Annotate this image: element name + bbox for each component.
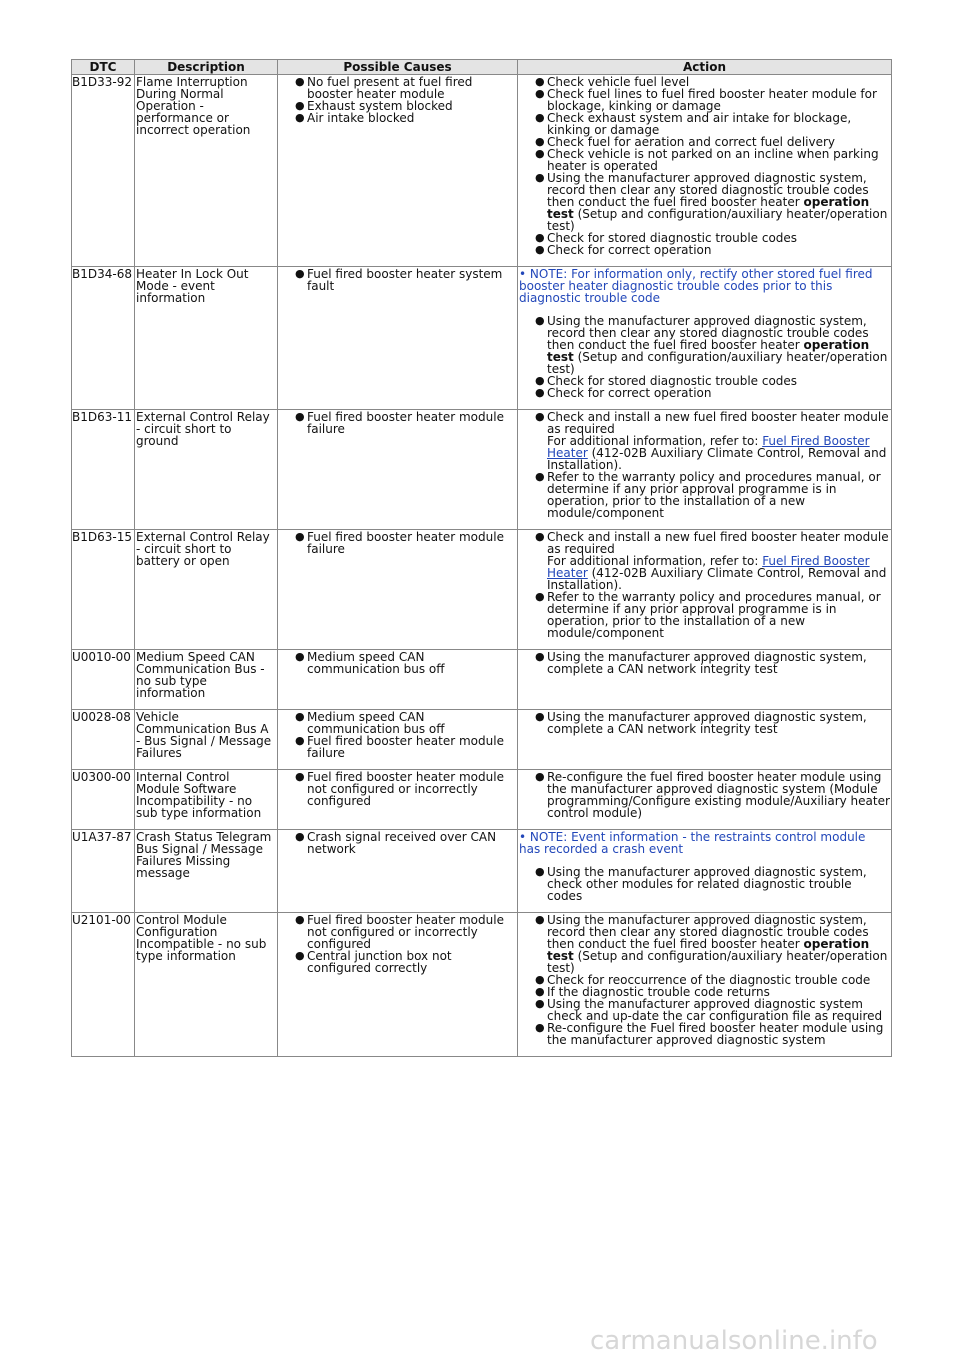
cause-item: ● Medium speed CAN communication bus off — [279, 651, 516, 675]
action-item — [519, 531, 890, 591]
action-text: Check for reoccurrence of the diagnostic trouble code — [547, 973, 871, 987]
dtc-description: Flame Interruption During Normal Operation - performance or incorrect operation — [135, 75, 278, 267]
dtc-description: Control Module Configuration Incompatible - no sub type information — [135, 913, 278, 1057]
causes-list — [279, 268, 516, 292]
action-cell — [518, 75, 892, 267]
table-row — [72, 75, 892, 267]
action-cell — [518, 530, 892, 650]
dtc-code: U2101-00 — [72, 913, 135, 1057]
action-list — [519, 411, 890, 519]
header-dtc: DTC — [72, 60, 135, 75]
action-cell — [518, 710, 892, 770]
dtc-table — [71, 59, 892, 1057]
action-cell — [518, 830, 892, 913]
table-row — [72, 530, 892, 650]
action-text: Check and install a new fuel fired booster heater module as required — [547, 410, 889, 436]
action-text: Check and install a new fuel fired booster heater module as required — [547, 530, 889, 556]
action-item — [519, 711, 890, 735]
action-text: Check fuel lines to fuel fired booster heater module for blockage, kinking or damage — [547, 87, 877, 113]
watermark-text: carmanualsonline.info — [590, 1326, 878, 1356]
action-text: Check exhaust system and air intake for blockage, kinking or damage — [547, 111, 852, 137]
action-cell — [518, 913, 892, 1057]
reference-prefix: For additional information, refer to: — [547, 434, 763, 448]
action-text: Check vehicle fuel level — [547, 75, 690, 89]
action-item — [519, 172, 890, 232]
cause-item: ● Fuel fired booster heater module failure — [279, 531, 516, 555]
action-text: Refer to the warranty policy and procedures manual, or determine if any prior approval programme is in operation, prior to the installation of a new module/component — [547, 470, 881, 520]
dtc-code: B1D63-15 — [72, 530, 135, 650]
header-description: Description — [135, 60, 278, 75]
operation-test-label: operation test — [547, 195, 870, 221]
operation-test-label: operation test — [547, 937, 870, 963]
action-cell — [518, 770, 892, 830]
dtc-code: B1D34-68 — [72, 267, 135, 410]
dtc-description: External Control Relay - circuit short to battery or open — [135, 530, 278, 650]
table-row — [72, 650, 892, 710]
dtc-code: B1D63-11 — [72, 410, 135, 530]
possible-causes-cell — [278, 75, 518, 267]
action-item — [519, 315, 890, 375]
dtc-description: Heater In Lock Out Mode - event information — [135, 267, 278, 410]
action-text: Using the manufacturer approved diagnostic system, record then clear any stored diagnostic trouble codes then conduct the fuel fired booster heater — [547, 913, 869, 951]
table-row — [72, 410, 892, 530]
action-list — [519, 914, 890, 1046]
cause-item: ● Exhaust system blocked — [279, 100, 516, 112]
possible-causes-cell — [278, 267, 518, 410]
dtc-code: U0028-08 — [72, 710, 135, 770]
action-text: Using the manufacturer approved diagnostic system check and up-date the car configuration file as required — [547, 997, 883, 1023]
action-item — [519, 1022, 890, 1046]
action-text: Using the manufacturer approved diagnostic system, record then clear any stored diagnostic trouble codes then conduct the fuel fired booster heater — [547, 171, 869, 209]
reference-suffix: (412-02B Auxiliary Climate Control, Removal and Installation). — [547, 566, 887, 592]
action-item — [519, 148, 890, 172]
action-list — [519, 651, 890, 675]
header-action: Action — [518, 60, 892, 75]
table-row — [72, 710, 892, 770]
action-item — [519, 651, 890, 675]
cause-item: ● Fuel fired booster heater module failure — [279, 735, 516, 759]
action-list — [519, 711, 890, 735]
note-text: • NOTE: For information only, rectify other stored fuel fired booster heater diagnostic trouble codes prior to this diagnostic trouble code — [519, 267, 873, 305]
action-text-suffix: (Setup and configuration/auxiliary heater/operation test) — [547, 207, 888, 233]
fuel-fired-booster-heater-link[interactable]: Fuel Fired Booster Heater — [547, 434, 870, 460]
action-item — [519, 88, 890, 112]
dtc-description: Crash Status Telegram Bus Signal / Message Failures Missing message — [135, 830, 278, 913]
fuel-fired-booster-heater-link[interactable]: Fuel Fired Booster Heater — [547, 554, 870, 580]
dtc-code: U0010-00 — [72, 650, 135, 710]
action-list — [519, 531, 890, 639]
possible-causes-cell — [278, 710, 518, 770]
cause-item: ● No fuel present at fuel fired booster heater module — [279, 76, 516, 100]
causes-list — [279, 651, 516, 675]
reference-suffix: (412-02B Auxiliary Climate Control, Removal and Installation). — [547, 446, 887, 472]
note-text: • NOTE: Event information - the restraints control module has recorded a crash event — [519, 830, 866, 856]
action-item — [519, 914, 890, 974]
cause-item: ● Medium speed CAN communication bus off — [279, 711, 516, 735]
cause-item: ● Fuel fired booster heater module not configured or incorrectly configured — [279, 914, 516, 950]
table-row — [72, 267, 892, 410]
action-text: Refer to the warranty policy and procedures manual, or determine if any prior approval programme is in operation, prior to the installation of a new module/component — [547, 590, 881, 640]
causes-list — [279, 914, 516, 974]
cause-item: ● Crash signal received over CAN network — [279, 831, 516, 855]
table-row — [72, 830, 892, 913]
cause-item: ● Fuel fired booster heater system fault — [279, 268, 516, 292]
causes-list — [279, 411, 516, 435]
table-header-row — [72, 60, 892, 75]
dtc-code: U0300-00 — [72, 770, 135, 830]
causes-list — [279, 831, 516, 855]
action-text: Check for correct operation — [547, 386, 712, 400]
action-text: Re-configure the fuel fired booster heater module using the manufacturer approved diagnostic system (Module programming/Configure existing module/Auxiliary heater control module) — [547, 770, 890, 820]
action-text: Check vehicle is not parked on an incline when parking heater is operated — [547, 147, 879, 173]
possible-causes-cell — [278, 770, 518, 830]
causes-list — [279, 76, 516, 124]
cause-item: ● Fuel fired booster heater module not configured or incorrectly configured — [279, 771, 516, 807]
action-cell — [518, 267, 892, 410]
action-text: Check fuel for aeration and correct fuel delivery — [547, 135, 835, 149]
action-cell — [518, 650, 892, 710]
action-text: Check for stored diagnostic trouble codes — [547, 374, 798, 388]
action-item — [519, 112, 890, 136]
action-item — [519, 998, 890, 1022]
action-item — [519, 411, 890, 471]
cause-item: ● Air intake blocked — [279, 112, 516, 124]
action-text: Using the manufacturer approved diagnostic system, complete a CAN network integrity test — [547, 710, 867, 736]
reference-prefix: For additional information, refer to: — [547, 554, 763, 568]
possible-causes-cell — [278, 530, 518, 650]
dtc-description: External Control Relay - circuit short to ground — [135, 410, 278, 530]
action-item — [519, 866, 890, 902]
possible-causes-cell — [278, 913, 518, 1057]
table-row — [72, 770, 892, 830]
possible-causes-cell — [278, 410, 518, 530]
action-text-suffix: (Setup and configuration/auxiliary heater/operation test) — [547, 949, 888, 975]
causes-list — [279, 711, 516, 759]
action-text: Check for stored diagnostic trouble codes — [547, 231, 798, 245]
cause-item: ● Fuel fired booster heater module failure — [279, 411, 516, 435]
action-text: Check for correct operation — [547, 243, 712, 257]
dtc-description: Internal Control Module Software Incompatibility - no sub type information — [135, 770, 278, 830]
action-list — [519, 76, 890, 256]
causes-list — [279, 531, 516, 555]
dtc-description: Medium Speed CAN Communication Bus - no sub type information — [135, 650, 278, 710]
action-list — [519, 268, 890, 399]
action-text: Using the manufacturer approved diagnostic system, record then clear any stored diagnostic trouble codes then conduct the fuel fired booster heater — [547, 314, 869, 352]
action-item — [519, 591, 890, 639]
action-text-suffix: (Setup and configuration/auxiliary heater/operation test) — [547, 350, 888, 376]
dtc-code: B1D33-92 — [72, 75, 135, 267]
action-item — [519, 771, 890, 819]
possible-causes-cell — [278, 650, 518, 710]
cause-item: ● Central junction box not configured correctly — [279, 950, 516, 974]
dtc-table-page — [71, 59, 891, 1057]
action-text: Re-configure the Fuel fired booster heater module using the manufacturer approved diagnostic system — [547, 1021, 884, 1047]
action-list — [519, 771, 890, 819]
action-text: Using the manufacturer approved diagnostic system, complete a CAN network integrity test — [547, 650, 867, 676]
action-item — [519, 471, 890, 519]
action-item — [519, 244, 890, 256]
dtc-description: Vehicle Communication Bus A - Bus Signal / Message Failures — [135, 710, 278, 770]
operation-test-label: operation test — [547, 338, 870, 364]
action-text: If the diagnostic trouble code returns — [547, 985, 770, 999]
action-list — [519, 831, 890, 902]
causes-list — [279, 771, 516, 807]
action-item — [519, 387, 890, 399]
table-row — [72, 913, 892, 1057]
action-cell — [518, 410, 892, 530]
action-text: Using the manufacturer approved diagnostic system, check other modules for related diagnostic trouble codes — [547, 865, 867, 903]
header-possible-causes: Possible Causes — [278, 60, 518, 75]
possible-causes-cell — [278, 830, 518, 913]
dtc-code: U1A37-87 — [72, 830, 135, 913]
